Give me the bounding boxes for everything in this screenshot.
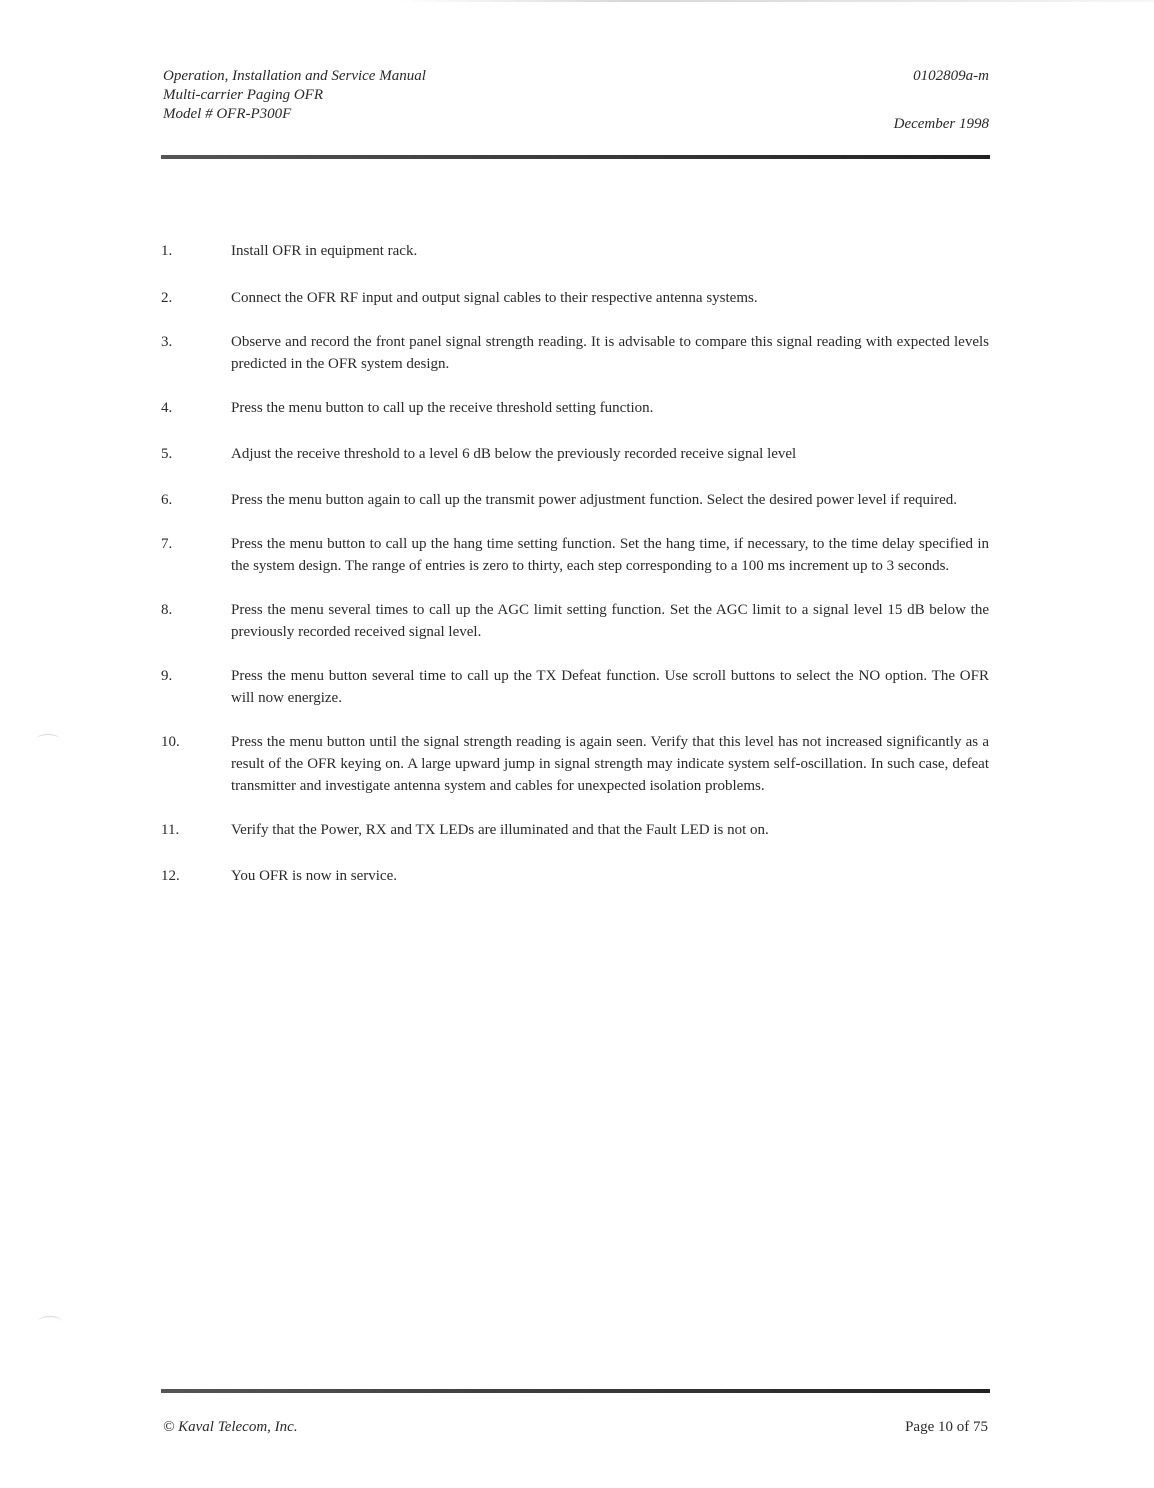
step-number: 12. [161,868,180,884]
step-item [161,599,989,643]
step-number: 3. [161,334,173,350]
step-number: 2. [161,290,173,306]
step-item [161,240,989,262]
step-item [161,331,989,375]
header-product-name: Multi-carrier Paging OFR [163,87,323,103]
step-item [161,397,989,419]
step-text: Verify that the Power, RX and TX LEDs are illuminated and that the Fault LED is not on. [231,822,769,838]
step-number: 9. [161,668,173,684]
header-model-number: Model # OFR-P300F [163,106,292,122]
header-date: December 1998 [893,116,989,132]
step-number: 8. [161,602,173,618]
margin-mark [38,1316,62,1327]
step-text: Observe and record the front panel signal strength reading. It is advisable to compare this signal reading with expected levels predicted in the OFR system design. [231,334,989,372]
step-text: You OFR is now in service. [231,868,397,884]
footer-page-number: Page 10 of 75 [905,1419,988,1435]
header-title-block [163,67,426,124]
step-text: Connect the OFR RF input and output signal cables to their respective antenna systems. [231,290,758,306]
step-item [161,731,989,797]
footer-copyright: © Kaval Telecom, Inc. [163,1419,298,1435]
step-item [161,665,989,709]
footer-rule [161,1389,990,1393]
step-text: Press the menu button to call up the receive threshold setting function. [231,400,654,416]
step-text: Press the menu button again to call up the transmit power adjustment function. Select the desired power level if required. [231,492,958,508]
step-text: Press the menu several times to call up the AGC limit setting function. Set the AGC limit to a signal level 15 dB below the previously recorded received signal level. [231,602,989,640]
step-item [161,819,989,841]
scan-edge-shadow [400,0,1154,2]
step-text: Adjust the receive threshold to a level 6 dB below the previously recorded receive signal level [231,446,797,462]
step-number: 4. [161,400,173,416]
step-number: 10. [161,734,180,750]
page-header [163,67,989,147]
procedure-steps [161,240,989,887]
step-number: 11. [161,822,180,838]
step-item [161,443,989,465]
header-doc-number: 0102809a-m [913,68,989,84]
header-rule [161,155,990,159]
header-manual-title: Operation, Installation and Service Manual [163,68,426,84]
step-number: 1. [161,243,173,259]
step-number: 7. [161,536,173,552]
step-item [161,287,989,309]
step-text: Press the menu button to call up the hang time setting function. Set the hang time, if necessary, to the time delay specified in the system design. The range of entries is zero to thirty, each step corresponding to a 100 ms increment up to 3 seconds. [231,536,989,574]
step-number: 6. [161,492,173,508]
step-text: Press the menu button several time to call up the TX Defeat function. Use scroll buttons to select the NO option. The OFR will now energize. [231,668,989,706]
step-text: Install OFR in equipment rack. [231,243,418,259]
step-item [161,865,989,887]
step-number: 5. [161,446,173,462]
step-item [161,533,989,577]
step-text: Press the menu button until the signal strength reading is again seen. Verify that this level has not increased significantly as a result of the OFR keying on. A large upward jump in signal strength may indicate system self-oscillation. In such case, defeat transmitter and investigate antenna system and cables for unexpected isolation problems. [231,734,989,794]
step-item [161,489,989,511]
margin-mark [36,734,60,745]
